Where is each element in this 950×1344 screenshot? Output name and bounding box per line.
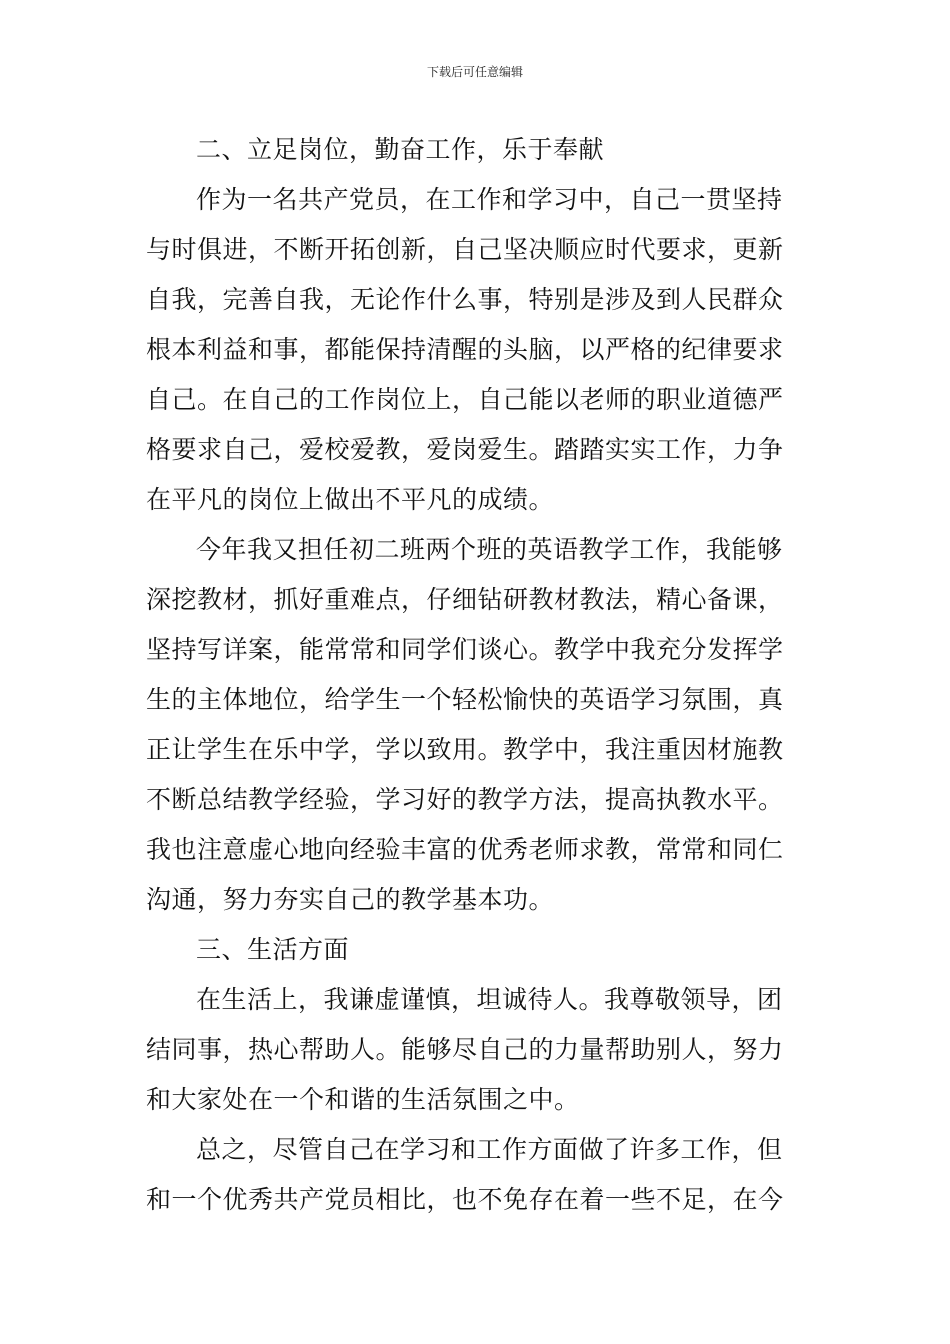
text-line: 根本利益和事，都能保持清醒的头脑，以严格的纪律要求 (146, 335, 784, 364)
text-line: 今年我又担任初二班两个班的英语教学工作，我能够 (196, 535, 783, 564)
text-line: 与时俱进，不断开拓创新，自己坚决顺应时代要求，更新 (146, 235, 784, 264)
text-line: 在生活上，我谦虚谨慎，坦诚待人。我尊敬领导，团 (196, 985, 783, 1014)
text-line: 自己。在自己的工作岗位上，自己能以老师的职业道德严 (146, 385, 784, 414)
page-header: 下载后可任意编辑 (426, 65, 523, 79)
text-line: 在平凡的岗位上做出不平凡的成绩。 (146, 485, 555, 514)
text-line: 作为一名共产党员，在工作和学习中，自己一贯坚持 (196, 185, 783, 214)
text-line: 总之，尽管自己在学习和工作方面做了许多工作，但 (196, 1135, 783, 1164)
text-line: 生的主体地位，给学生一个轻松愉快的英语学习氛围，真 (146, 685, 784, 714)
text-line: 和一个优秀共产党员相比，也不免存在着一些不足，在今 (146, 1185, 784, 1214)
text-line: 不断总结教学经验，学习好的教学方法，提高执教水平。 (146, 785, 784, 814)
text-line: 坚持写详案，能常常和同学们谈心。教学中我充分发挥学 (146, 635, 784, 664)
text-line: 我也注意虚心地向经验丰富的优秀老师求教，常常和同仁 (146, 835, 784, 864)
text-line: 和大家处在一个和谐的生活氛围之中。 (146, 1085, 580, 1114)
text-line: 格要求自己，爱校爱教，爱岗爱生。踏踏实实工作，力争 (146, 435, 784, 464)
text-line: 深挖教材，抓好重难点，仔细钻研教材教法，精心备课， (146, 585, 784, 614)
text-line: 沟通，努力夯实自己的教学基本功。 (146, 885, 555, 914)
text-line: 三、生活方面 (196, 935, 350, 964)
document-body (146, 125, 816, 1225)
text-line: 二、立足岗位，勤奋工作，乐于奉献 (196, 135, 605, 164)
text-line: 自我，完善自我，无论作什么事，特别是涉及到人民群众 (146, 285, 784, 314)
text-line: 正让学生在乐中学，学以致用。教学中，我注重因材施教 (146, 735, 784, 764)
text-line: 结同事，热心帮助人。能够尽自己的力量帮助别人，努力 (146, 1035, 784, 1064)
